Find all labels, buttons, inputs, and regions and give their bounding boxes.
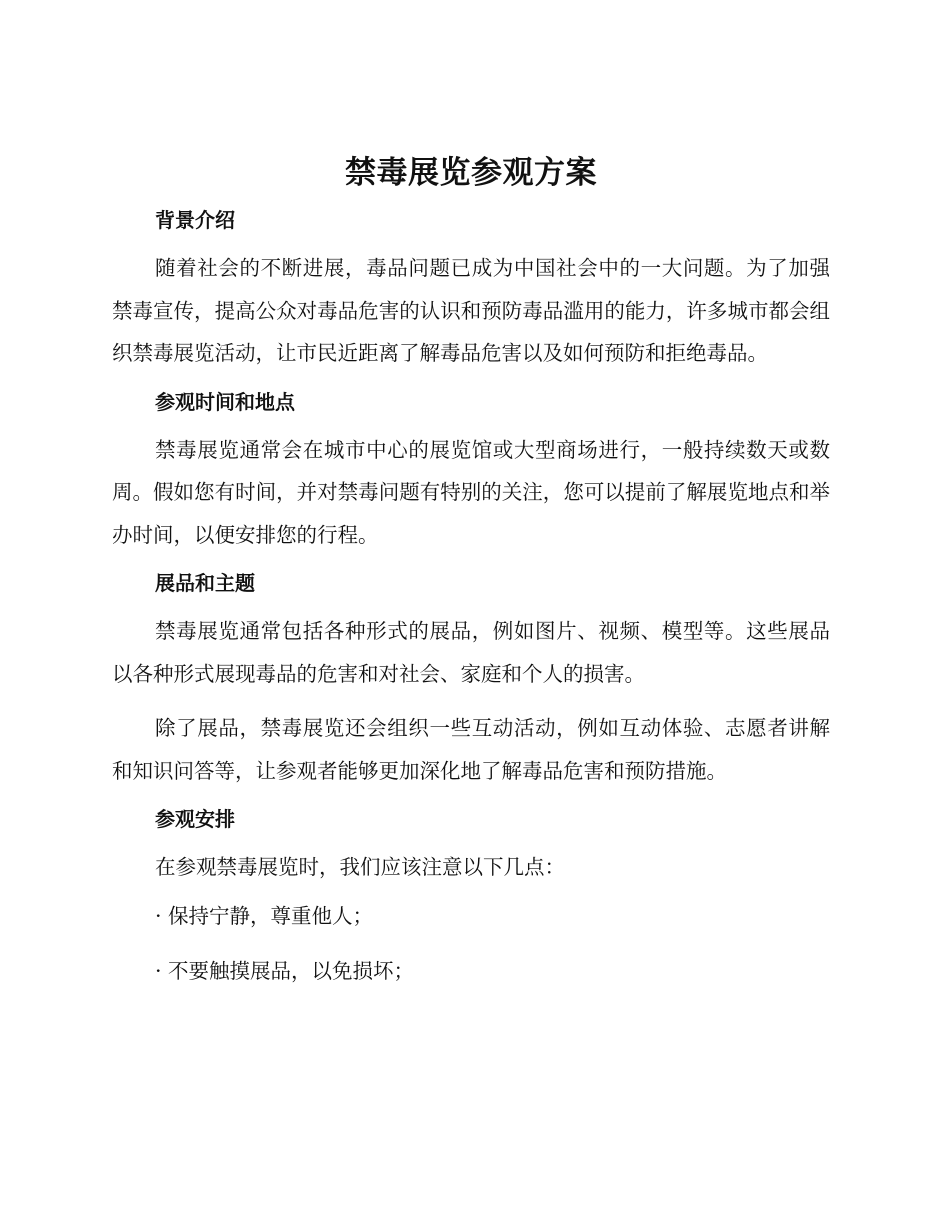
spacer [112,235,830,247]
spacer [112,598,830,610]
spacer [112,931,830,956]
section-heading-background: 背景介绍 [155,208,235,232]
paragraph-exhibits-2: 除了展品，禁毒展览还会组织一些互动活动，例如互动体验、志愿者讲解和知识问答等，让参观者能够更加深化地了解毒品危害和预防措施。 [112,716,830,783]
spacer [112,375,830,387]
spacer [112,417,830,429]
paragraph-arrangement-intro: 在参观禁毒展览时，我们应该注意以下几点： [155,855,565,879]
spacer [112,889,830,901]
document-page [112,145,830,986]
spacer [112,834,830,846]
section-heading-exhibits: 展品和主题 [155,571,255,595]
section-heading-arrangement: 参观安排 [155,807,235,831]
section-heading-time-place: 参观时间和地点 [155,389,295,414]
document-title: 禁毒展览参观方案 [345,155,597,191]
paragraph-exhibits-1: 禁毒展览通常包括各种形式的展品，例如图片、视频、模型等。这些展品以各种形式展现毒品的危害和对社会、家庭和个人的损害。 [112,619,830,686]
paragraph-time-place: 禁毒展览通常会在城市中心的展览馆或大型商场进行，一般持续数天或数周。假如您有时间，并对禁毒问题有特别的关注，您可以提前了解展览地点和举办时间，以便安排您的行程。 [112,437,830,547]
spacer [112,695,830,707]
paragraph-background: 随着社会的不断进展，毒品问题已成为中国社会中的一大问题。为了加强禁毒宣传，提高公众对毒品危害的认识和预防毒品滥用的能力，许多城市都会组织禁毒展览活动，让市民近距离了解毒品危害以及如何预防和拒绝毒品。 [112,256,830,365]
list-item: · 不要触摸展品，以免损坏； [155,958,415,983]
spacer [112,556,830,568]
list-item: · 保持宁静，尊重他人； [155,903,374,928]
spacer [112,792,830,804]
